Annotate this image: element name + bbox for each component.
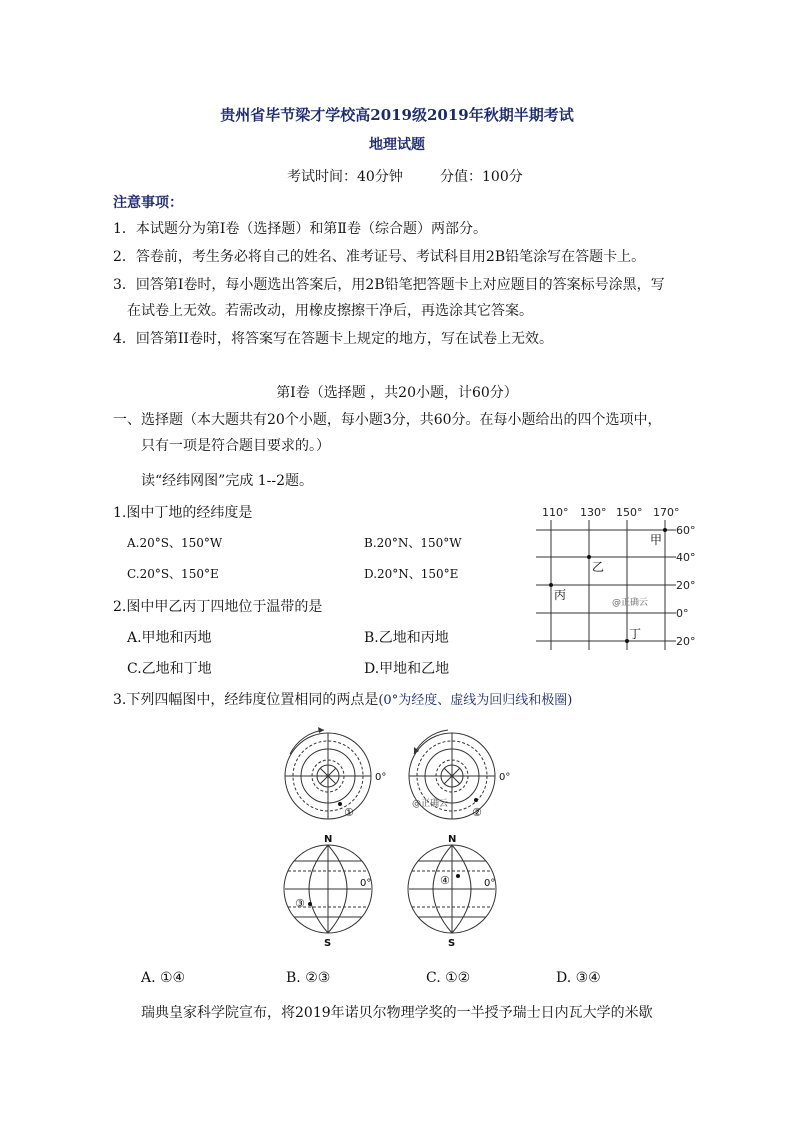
exam-time: 考试时间：40分钟 xyxy=(287,169,403,185)
lon-label-150: 150° xyxy=(616,506,643,519)
notice-item-4: 4．回答第II卷时，将答案写在答题卡上规定的地方，写在试卷上无效。 xyxy=(113,331,553,347)
place-label-bing: 丙 xyxy=(554,588,567,602)
zero-label-4: 0° xyxy=(484,878,496,889)
point-yi xyxy=(587,555,591,559)
zero-label-3: 0° xyxy=(360,878,372,889)
q1-option-d: D.20°N、150°E xyxy=(364,567,459,581)
section-heading: 第Ⅰ卷（选择题 ，共20小题，计60分） xyxy=(276,385,518,401)
place-label-yi: 乙 xyxy=(592,560,605,574)
notice-heading: 注意事项： xyxy=(113,195,183,211)
question-1-stem: 1.图中丁地的经纬度是 xyxy=(113,505,253,521)
graticule-figure xyxy=(530,500,705,655)
globe-watermark: @正确云 xyxy=(412,799,449,809)
marker-1: ① xyxy=(344,806,354,819)
marker-4: ④ xyxy=(440,874,450,887)
lat-label-20s: 20° xyxy=(676,635,696,648)
lon-label-170: 170° xyxy=(653,506,680,519)
marker-2: ② xyxy=(472,806,482,819)
exam-title: 贵州省毕节梁才学校高2019级2019年秋期半期考试 xyxy=(220,106,574,124)
marker-point-4 xyxy=(456,874,460,878)
north-label-2: N xyxy=(448,834,457,845)
q2-option-d: D.甲地和乙地 xyxy=(364,661,450,677)
read-instruction: 读“经纬网图”完成 1--2题。 xyxy=(141,473,314,489)
north-label-1: N xyxy=(324,834,333,845)
q3-stem-text: 3.下列四幅图中，经纬度位置相同的两点是 xyxy=(113,692,379,708)
q2-option-b: B.乙地和丙地 xyxy=(364,630,449,646)
lat-label-0: 0° xyxy=(676,607,689,620)
question-2-stem: 2.图中甲乙丙丁四地位于温带的是 xyxy=(113,599,323,615)
south-label-1: S xyxy=(324,938,332,949)
lat-label-40: 40° xyxy=(676,551,696,564)
marker-point-2 xyxy=(474,798,478,802)
point-bing xyxy=(549,583,553,587)
notice-item-3: 3．回答第Ⅰ卷时，每小题选出答案后，用2B铅笔把答题卡上对应题目的答案标号涂黑，写 xyxy=(113,277,665,293)
marker-point-3 xyxy=(308,902,312,906)
point-jia xyxy=(663,528,667,532)
lat-label-60: 60° xyxy=(676,524,696,537)
part-instruction-1: 一、选择题（本大题共有20个小题，每小题3分，共60分。在每小题给出的四个选项中， xyxy=(113,412,662,428)
q2-option-a: A.甲地和丙地 xyxy=(127,630,212,646)
q2-option-c: C.乙地和丁地 xyxy=(127,661,212,677)
q3-option-a: A. ①④ xyxy=(141,970,186,986)
exam-score: 分值：100分 xyxy=(440,169,523,185)
q3-option-b: B. ②③ xyxy=(286,970,331,986)
south-label-2: S xyxy=(448,938,456,949)
question-3-stem xyxy=(113,689,572,709)
grid-watermark: @正确云 xyxy=(612,598,649,608)
marker-3: ③ xyxy=(295,897,305,910)
q1-option-c: C.20°S、150°E xyxy=(127,567,219,581)
part-instruction-2: 只有一项是符合题目要求的。） xyxy=(141,438,330,454)
lon-label-130: 130° xyxy=(580,506,607,519)
q3-option-c: C. ①② xyxy=(426,970,471,986)
notice-item-3-cont: 在试卷上无效。若需改动，用橡皮擦擦干净后，再选涂其它答案。 xyxy=(127,303,533,319)
zero-label-2: 0° xyxy=(499,772,511,783)
next-question-text: 瑞典皇家科学院宣布，将2019年诺贝尔物理学奖的一半授予瑞士日内瓦大学的米歇 xyxy=(141,1005,653,1021)
notice-item-2: 2．答卷前，考生务必将自己的姓名、准考证号、考试科目用2B铅笔涂写在答题卡上。 xyxy=(113,249,646,265)
lat-label-20n: 20° xyxy=(676,579,696,592)
globe-figure xyxy=(280,724,520,954)
q3-option-d: D. ③④ xyxy=(556,970,601,986)
zero-label-1: 0° xyxy=(375,772,387,783)
marker-point-1 xyxy=(338,802,342,806)
q3-stem-note: (0°为经度、虚线为回归线和极圈) xyxy=(378,693,573,708)
q1-option-b: B.20°N、150°W xyxy=(364,536,462,550)
q1-option-a: A.20°S、150°W xyxy=(127,536,223,550)
notice-item-1: 1．本试题分为第Ⅰ卷（选择题）和第Ⅱ卷（综合题）两部分。 xyxy=(113,221,487,237)
subject-title: 地理试题 xyxy=(369,137,425,153)
place-label-ding: 丁 xyxy=(629,627,642,641)
place-label-jia: 甲 xyxy=(650,533,663,547)
lon-label-110: 110° xyxy=(542,506,569,519)
